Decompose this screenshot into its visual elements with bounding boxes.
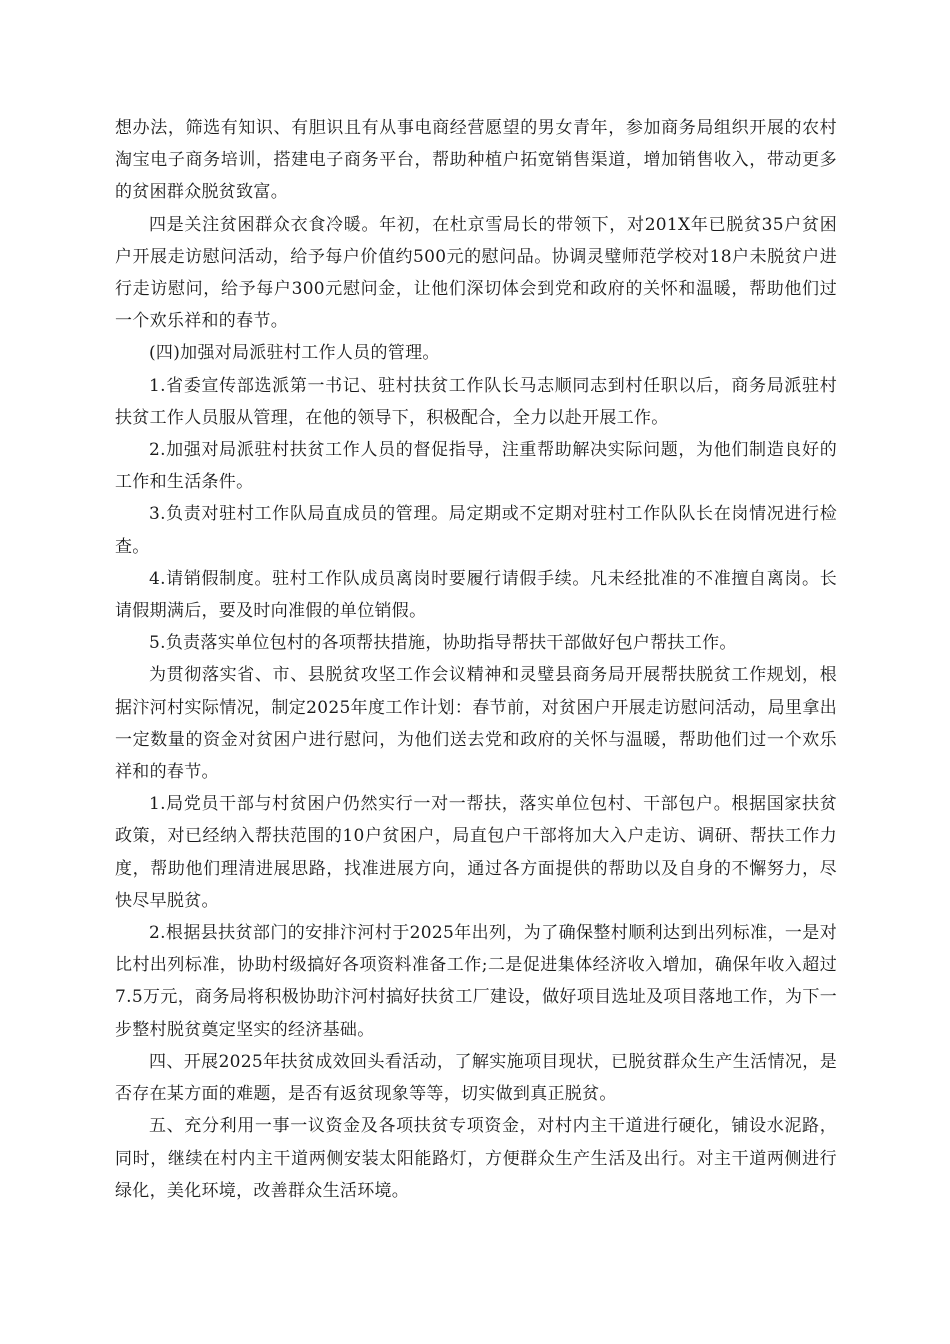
section-heading-staff-management: (四)加强对局派驻村工作人员的管理。 bbox=[149, 343, 440, 364]
paragraph-item-5: 5.负责落实单位包村的各项帮扶措施，协助指导帮扶干部做好包户帮扶工作。 bbox=[149, 633, 737, 654]
paragraph-plan-item-2: 2.根据县扶贫部门的安排汴河村于2025年出列，为了确保整村顺利达到出列标准，一是对比村出列标准，协助村级搞好各项资料准备工作;二是促进集体经济收入增加，确保年收入超过7.5万元，商务局将积极协助汴河村搞好扶贫工厂建设，做好项目选址及项目落地工作，为下一步整村脱贫奠定坚实的经济基础。 bbox=[115, 923, 837, 1040]
paragraph-continuation: 想办法，筛选有知识、有胆识且有从事电商经营愿望的男女青年，参加商务局组织开展的农村淘宝电子商务培训，搭建电子商务平台，帮助种植户拓宽销售渠道，增加销售收入，带动更多的贫困群众脱贫致富。 bbox=[115, 118, 837, 203]
paragraph-item-1: 1.省委宣传部选派第一书记、驻村扶贫工作队长马志顺同志到村任职以后，商务局派驻村扶贫工作人员服从管理，在他的领导下，积极配合，全力以赴开展工作。 bbox=[115, 375, 837, 428]
paragraph-poverty-relief-visits: 四是关注贫困群众衣食冷暖。年初，在杜京雪局长的带领下，对201X年已脱贫35户贫困户开展走访慰问活动，给予每户价值约500元的慰问品。协调灵璧师范学校对18户未脱贫户进行走访慰问，给予每户300元慰问金，让他们深切体会到党和政府的关怀和温暖，帮助他们过一个欢乐祥和的春节。 bbox=[115, 214, 837, 332]
paragraph-item-2: 2.加强对局派驻村扶贫工作人员的督促指导，注重帮助解决实际问题，为他们制造良好的工作和生活条件。 bbox=[115, 440, 837, 493]
paragraph-work-plan-intro: 为贯彻落实省、市、县脱贫攻坚工作会议精神和灵璧县商务局开展帮扶脱贫工作规划，根据汴河村实际情况，制定2025年度工作计划：春节前，对贫困户开展走访慰问活动，局里拿出一定数量的资金对贫困户进行慰问，为他们送去党和政府的关怀与温暖，帮助他们过一个欢乐祥和的春节。 bbox=[115, 665, 837, 783]
document-page bbox=[115, 112, 837, 1207]
paragraph-plan-item-1: 1.局党员干部与村贫困户仍然实行一对一帮扶，落实单位包村、干部包户。根据国家扶贫政策，对已经纳入帮扶范围的10户贫困户，局直包户干部将加大入户走访、调研、帮扶工作力度，帮助他们理清进展思路，找准进展方向，通过各方面提供的帮助以及自身的不懈努力，尽快尽早脱贫。 bbox=[115, 794, 837, 911]
paragraph-item-3: 3.负责对驻村工作队局直成员的管理。局定期或不定期对驻村工作队队长在岗情况进行检查。 bbox=[115, 504, 837, 557]
paragraph-section-five: 五、充分利用一事一议资金及各项扶贫专项资金，对村内主干道进行硬化，铺设水泥路，同时，继续在村内主干道两侧安装太阳能路灯，方便群众生产生活及出行。对主干道两侧进行绿化，美化环境，改善群众生活环境。 bbox=[115, 1116, 837, 1201]
paragraph-item-4: 4.请销假制度。驻村工作队成员离岗时要履行请假手续。凡未经批准的不准擅自离岗。长请假期满后，要及时向准假的单位销假。 bbox=[115, 568, 837, 622]
paragraph-section-four: 四、开展2025年扶贫成效回头看活动，了解实施项目现状，已脱贫群众生产生活情况，是否存在某方面的难题，是否有返贫现象等等，切实做到真正脱贫。 bbox=[115, 1051, 837, 1105]
